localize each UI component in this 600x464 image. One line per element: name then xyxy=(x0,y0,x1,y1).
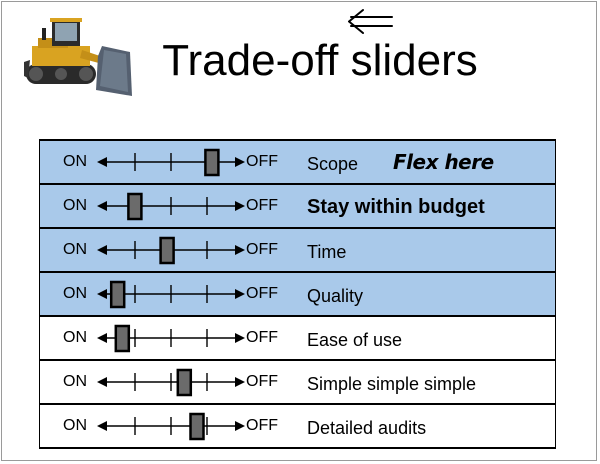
off-label: OFF xyxy=(246,285,278,302)
arrow-left-icon xyxy=(97,421,107,431)
arrow-right-icon xyxy=(235,377,245,387)
slider-knob[interactable] xyxy=(205,150,218,175)
arrow-left-icon xyxy=(97,289,107,299)
tradeoff-slider[interactable] xyxy=(97,273,245,315)
on-label: ON xyxy=(63,373,87,390)
arrow-right-icon xyxy=(235,421,245,431)
tradeoff-label: Scope xyxy=(307,154,359,174)
slider-knob[interactable] xyxy=(116,326,129,351)
slider-knob[interactable] xyxy=(191,414,204,439)
tradeoff-label: Simple simple simple xyxy=(307,374,477,394)
on-label: ON xyxy=(63,197,87,214)
on-label: ON xyxy=(63,329,87,346)
arrow-right-icon xyxy=(235,201,245,211)
on-label: ON xyxy=(63,153,87,170)
slider-row xyxy=(39,273,556,317)
tradeoff-label: Detailed audits xyxy=(307,418,427,438)
slider-knob[interactable] xyxy=(178,370,191,395)
arrow-left-icon xyxy=(97,245,107,255)
on-label: ON xyxy=(63,241,87,258)
off-label: OFF xyxy=(246,329,278,346)
tradeoff-slider[interactable] xyxy=(97,361,245,403)
slider-row xyxy=(39,405,556,449)
on-label: ON xyxy=(63,417,87,434)
tradeoff-slider[interactable] xyxy=(97,317,245,359)
arrow-left-icon xyxy=(97,157,107,167)
slider-row xyxy=(39,317,556,361)
slider-knob[interactable] xyxy=(128,194,141,219)
slider-row xyxy=(39,141,556,185)
arrow-right-icon xyxy=(235,289,245,299)
off-label: OFF xyxy=(246,373,278,390)
arrow-left-icon xyxy=(97,377,107,387)
tradeoff-slider[interactable] xyxy=(97,229,245,271)
on-label: ON xyxy=(63,285,87,302)
tradeoff-slider[interactable] xyxy=(97,185,245,227)
slider-knob[interactable] xyxy=(161,238,174,263)
slider-knob[interactable] xyxy=(111,282,124,307)
tradeoff-slider[interactable] xyxy=(97,405,245,447)
arrow-left-icon xyxy=(97,333,107,343)
arrow-right-icon xyxy=(235,245,245,255)
flex-here-annotation: Flex here xyxy=(393,150,494,174)
off-label: OFF xyxy=(246,241,278,258)
tradeoff-label: Ease of use xyxy=(307,330,403,350)
tradeoff-label: Stay within budget xyxy=(307,196,485,218)
tradeoff-table xyxy=(39,139,556,449)
off-label: OFF xyxy=(246,153,278,170)
off-label: OFF xyxy=(246,197,278,214)
arrow-right-icon xyxy=(235,157,245,167)
tradeoff-slider[interactable] xyxy=(97,141,245,183)
tradeoff-label: Time xyxy=(307,242,347,262)
slider-row xyxy=(39,229,556,273)
page-title: Trade-off sliders xyxy=(162,36,478,85)
tradeoff-label: Quality xyxy=(307,286,364,306)
arrow-left-icon xyxy=(97,201,107,211)
off-label: OFF xyxy=(246,417,278,434)
arrow-left-icon xyxy=(345,8,395,36)
slider-row xyxy=(39,185,556,229)
slider-row xyxy=(39,361,556,405)
arrow-right-icon xyxy=(235,333,245,343)
